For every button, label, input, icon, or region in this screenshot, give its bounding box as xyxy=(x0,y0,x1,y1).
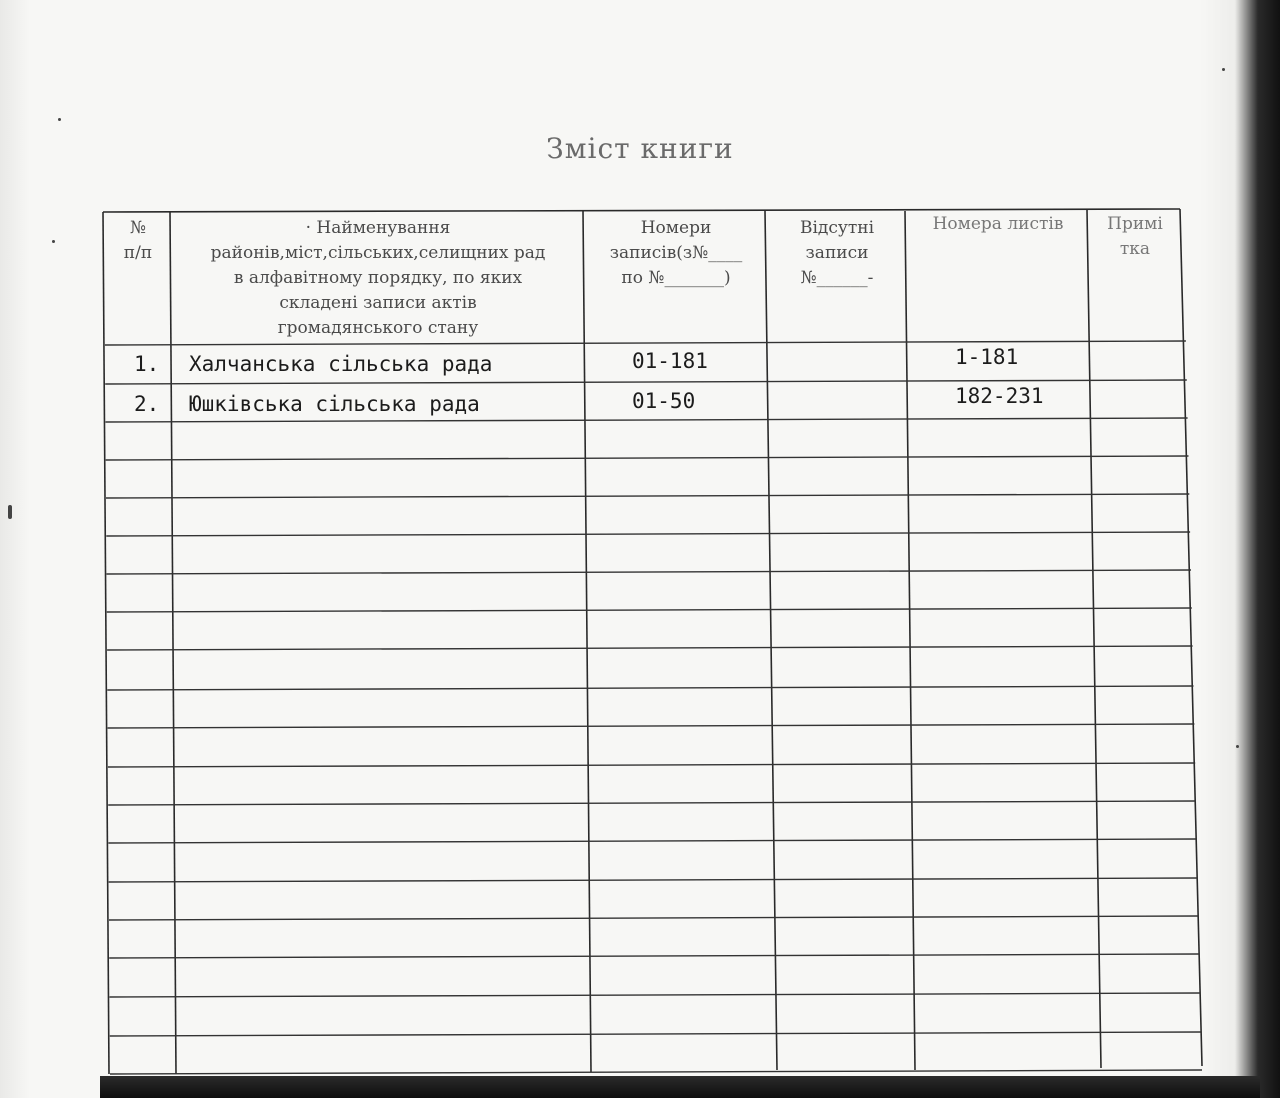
header-sheets xyxy=(908,212,1088,237)
header-missing-text: Відсутні записи №______- xyxy=(799,218,875,288)
table-rule-line xyxy=(107,608,1192,612)
table-rule-line xyxy=(110,1070,1202,1074)
table-rule-line xyxy=(107,570,1192,574)
table-rule-line xyxy=(109,916,1199,920)
scan-speck xyxy=(52,240,55,243)
header-num xyxy=(106,216,170,266)
scan-speck xyxy=(1236,745,1239,748)
row-records: 01-181 xyxy=(632,349,708,373)
row-name: Юшківська сільська рада xyxy=(189,392,480,416)
row-num: 1. xyxy=(134,352,160,376)
table-rule-line xyxy=(107,686,1193,690)
table-rule-line xyxy=(106,418,1188,422)
row-num: 2. xyxy=(134,392,160,416)
header-name xyxy=(172,216,584,341)
page-title: Зміст книги xyxy=(546,132,734,165)
header-name-text: · Найменування районів,міст,сільських,селищних рад в алфавітному порядку, по яких складені записи актів громадянського стану xyxy=(210,218,546,338)
page-bottom-edge xyxy=(100,1076,1260,1098)
table-rule-line xyxy=(105,341,1186,345)
row-sheets: 182-231 xyxy=(955,384,1044,408)
header-records-text: Номери записів(з№____ по №_______) xyxy=(609,218,743,288)
table-rule-line xyxy=(106,456,1189,460)
row-sheets: 1-181 xyxy=(955,345,1019,369)
table-rule-line xyxy=(108,724,1195,728)
scan-speck xyxy=(8,505,12,519)
header-note-text: Примі тка xyxy=(1107,214,1163,259)
header-records xyxy=(586,216,766,291)
table-rule-line xyxy=(109,954,1199,958)
header-note xyxy=(1090,212,1180,262)
table-rule-line xyxy=(108,801,1196,805)
table-rule-line xyxy=(110,993,1201,997)
table-rule-line xyxy=(110,1032,1201,1036)
table-rule-line xyxy=(106,494,1189,498)
table-rule-line xyxy=(106,532,1190,536)
header-sheets-text: Номера листів xyxy=(932,214,1064,234)
scan-speck xyxy=(1222,68,1225,71)
row-name: Халчанська сільська рада xyxy=(189,352,493,376)
header-num-text: № п/п xyxy=(123,218,153,263)
table-rule-line xyxy=(109,878,1198,882)
row-records: 01-50 xyxy=(632,389,696,413)
table-rule-line xyxy=(108,839,1197,843)
header-missing xyxy=(768,216,906,291)
scan-speck xyxy=(58,118,61,121)
table-rule-line xyxy=(107,646,1193,650)
table-rule-line xyxy=(108,763,1195,767)
